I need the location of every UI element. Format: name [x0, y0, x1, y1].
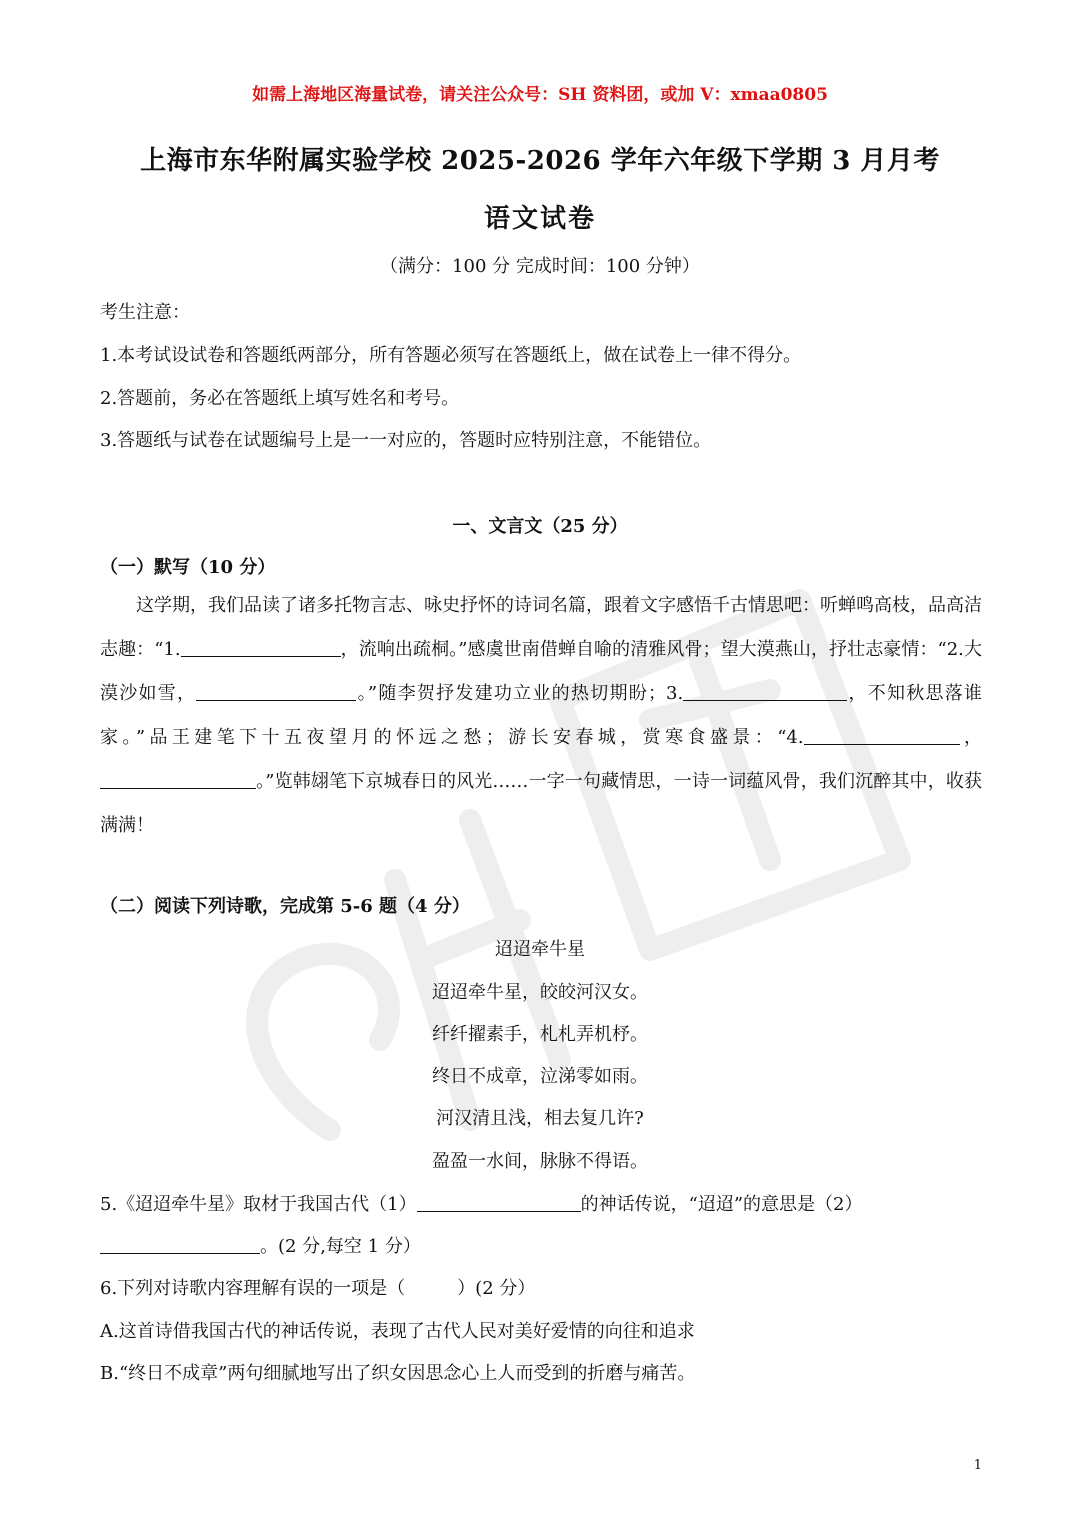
section-heading: 一、文言文（25 分） [452, 516, 628, 537]
dictation-text-1: 这学期，我们品读了诸多托物言志、咏史抒怀的诗词名篇，跟着文字感悟千古情思吧：听蝉鸣高枝，品高洁志趣：“1. [100, 595, 982, 660]
poem-line-2: 纤纤擢素手，札札弄机杼。 [432, 1024, 648, 1045]
answer-blank-2[interactable] [196, 682, 356, 701]
dictation-text-2: ，流响出疏桐。”感虞世南借蝉自喻的清雅风骨；望大漠燕山，抒壮志豪情：“2.大漠沙如雪， [100, 639, 982, 704]
answer-blank-4a[interactable] [804, 726, 960, 745]
notice-heading: 考生注意： [100, 302, 190, 323]
notice-item-1: 1.本考试设试卷和答题纸两部分，所有答题必须写在答题纸上，做在试卷上一律不得分。 [100, 345, 802, 366]
question-5-line2 [100, 1232, 421, 1258]
poem-line-5: 盈盈一水间，脉脉不得语。 [432, 1151, 648, 1172]
q6-option-b: B.“终日不成章”两句细腻地写出了织女因思念心上人而受到的折磨与痛苦。 [100, 1363, 696, 1384]
q6-text-b: ）(2 分） [457, 1278, 536, 1299]
q5-blank-2[interactable] [100, 1235, 260, 1254]
dictation-text-3: 。”随李贺抒发建功立业的热切期盼；3. [356, 683, 684, 704]
dictation-paragraph [100, 584, 982, 848]
q5-text-a: 5.《迢迢牵牛星》取材于我国古代（1） [100, 1194, 417, 1215]
notice-item-2: 2.答题前，务必在答题纸上填写姓名和考号。 [100, 388, 460, 409]
poem-line-3: 终日不成章，泣涕零如雨。 [432, 1066, 648, 1087]
exam-subject: 语文试卷 [483, 204, 596, 234]
q6-text-a: 6.下列对诗歌内容理解有误的一项是（ [100, 1278, 406, 1299]
q5-text-b: 的神话传说，“迢迢”的意思是（2） [580, 1194, 863, 1215]
page-number: 1 [973, 1458, 982, 1473]
exam-title: 上海市东华附属实验学校 2025-2026 学年六年级下学期 3 月月考 [140, 146, 940, 176]
dictation-text-5: ， [959, 727, 982, 748]
q5-text-c: 。(2 分,每空 1 分） [260, 1236, 421, 1257]
poem-line-1: 迢迢牵牛星，皎皎河汉女。 [432, 982, 648, 1003]
poem-line-4: 河汉清且浅，相去复几许? [436, 1108, 644, 1129]
answer-blank-4b[interactable] [100, 770, 256, 789]
q5-blank-1[interactable] [417, 1193, 581, 1212]
question-6 [100, 1274, 535, 1300]
answer-blank-3[interactable] [683, 682, 847, 701]
answer-blank-1[interactable] [181, 638, 341, 657]
q6-option-a: A.这首诗借我国古代的神话传说，表现了古代人民对美好爱情的向往和追求 [100, 1321, 695, 1342]
question-5-line1 [100, 1190, 862, 1216]
part1-heading: （一）默写（10 分） [100, 557, 276, 578]
dictation-text-4: ，不知秋思落谁家。”品王建笔下十五夜望月的怀远之愁；游长安春城，赏寒食盛景：“4. [100, 683, 983, 748]
exam-meta: （满分：100 分 完成时间：100 分钟） [380, 256, 700, 277]
dictation-text-6: 。”览韩翃笔下京城春日的风光……一字一句藏情思，一诗一词蕴风骨，我们沉醉其中，收获满满！ [100, 771, 982, 836]
part2-heading: （二）阅读下列诗歌，完成第 5-6 题（4 分） [100, 896, 470, 917]
notice-item-3: 3.答题纸与试卷在试题编号上是一一对应的，答题时应特别注意，不能错位。 [100, 430, 712, 451]
poem-title: 迢迢牵牛星 [495, 939, 585, 960]
promo-banner: 如需上海地区海量试卷，请关注公众号：SH 资料团，或加 V：xmaa0805 [252, 85, 828, 105]
